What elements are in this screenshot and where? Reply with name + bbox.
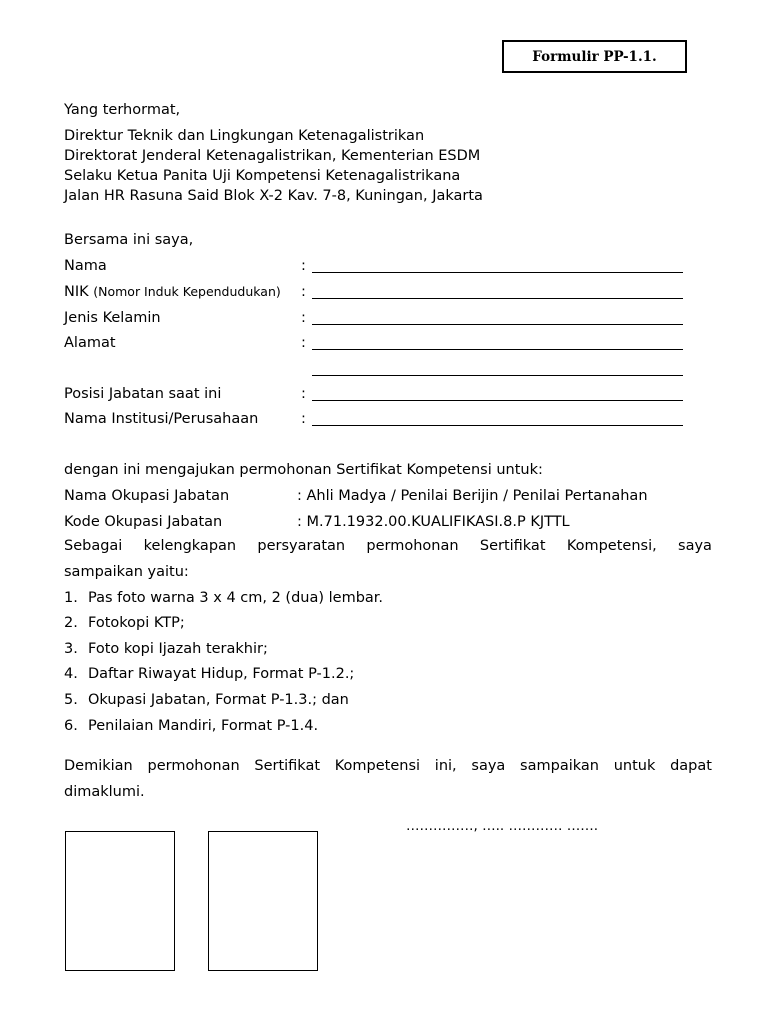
closing-line-2: dimaklumi. [64, 784, 145, 800]
nama-input-line[interactable] [312, 256, 683, 273]
alamat-colon: : [301, 335, 306, 351]
nik-colon: : [301, 284, 306, 300]
requirement-text-2: Fotokopi KTP; [88, 615, 185, 631]
word: Sertifikat [254, 758, 321, 774]
word: persyaratan [257, 538, 346, 554]
requirement-num-5: 5. [64, 692, 78, 708]
nik-note: (Nomor Induk Kependudukan) [93, 284, 281, 299]
nama-label: Nama [64, 258, 107, 274]
recipient-line-3: Selaku Ketua Panita Uji Kompetensi Ketenagalistrikana [64, 168, 461, 184]
requirement-num-1: 1. [64, 590, 78, 606]
requirement-num-2: 2. [64, 615, 78, 631]
posisi-label: Posisi Jabatan saat ini [64, 386, 222, 402]
recipient-line-4: Jalan HR Rasuna Said Blok X-2 Kav. 7-8, Kuningan, Jakarta [64, 188, 483, 204]
word: sampaikan [520, 758, 599, 774]
requirement-text-6: Penilaian Mandiri, Format P-1.4. [88, 718, 319, 734]
nik-input-line[interactable] [312, 282, 683, 299]
posisi-input-line[interactable] [312, 384, 683, 401]
alamat-input-line-2[interactable] [312, 359, 683, 376]
requirement-text-5: Okupasi Jabatan, Format P-1.3.; dan [88, 692, 349, 708]
word: Kompetensi [334, 758, 421, 774]
okupasi-kode-value: : M.71.1932.00.KUALIFIKASI.8.P KJTTL [297, 514, 570, 530]
requirement-text-4: Daftar Riwayat Hidup, Format P-1.2.; [88, 666, 355, 682]
requirement-num-6: 6. [64, 718, 78, 734]
institusi-input-line[interactable] [312, 409, 683, 426]
nik-label [64, 282, 281, 302]
requirement-num-4: 4. [64, 666, 78, 682]
word: Sebagai [64, 538, 123, 554]
intro-text: Bersama ini saya, [64, 232, 194, 248]
requirements-intro-line-2: sampaikan yaitu: [64, 564, 189, 580]
requirement-text-1: Pas foto warna 3 x 4 cm, 2 (dua) lembar. [88, 590, 384, 606]
okupasi-nama-label: Nama Okupasi Jabatan [64, 488, 230, 504]
form-code: Formulir PP-1.1. [532, 48, 657, 65]
nik-label-text: NIK [64, 284, 89, 300]
institusi-colon: : [301, 411, 306, 427]
okupasi-kode-label: Kode Okupasi Jabatan [64, 514, 223, 530]
closing-line-1 [64, 756, 712, 776]
jenis-kelamin-label: Jenis Kelamin [64, 310, 161, 326]
word: saya [471, 758, 506, 774]
word: permohonan [366, 538, 459, 554]
word: Kompetensi, [566, 538, 657, 554]
nama-colon: : [301, 258, 306, 274]
word: untuk [613, 758, 656, 774]
word: Sertifikat [479, 538, 546, 554]
photo-box-2 [208, 831, 318, 971]
requirement-text-3: Foto kopi Ijazah terakhir; [88, 641, 268, 657]
requirement-num-3: 3. [64, 641, 78, 657]
word: dapat [670, 758, 712, 774]
institusi-label: Nama Institusi/Perusahaan [64, 411, 259, 427]
jenis-kelamin-input-line[interactable] [312, 308, 683, 325]
okupasi-nama-value: : Ahli Madya / Penilai Berijin / Penilai Pertanahan [297, 488, 648, 504]
date-place: ……………, ….. ………… ……. [406, 818, 599, 834]
request-line: dengan ini mengajukan permohonan Sertifikat Kompetensi untuk: [64, 462, 543, 478]
word: ini, [434, 758, 457, 774]
form-code-box [502, 40, 687, 73]
word: permohonan [147, 758, 240, 774]
alamat-label: Alamat [64, 335, 116, 351]
posisi-colon: : [301, 386, 306, 402]
word: saya [678, 538, 712, 554]
recipient-line-2: Direktorat Jenderal Ketenagalistrikan, Kementerian ESDM [64, 148, 481, 164]
alamat-input-line-1[interactable] [312, 333, 683, 350]
word: kelengkapan [143, 538, 237, 554]
word: Demikian [64, 758, 133, 774]
jenis-kelamin-colon: : [301, 310, 306, 326]
greeting: Yang terhormat, [64, 102, 181, 118]
recipient-line-1: Direktur Teknik dan Lingkungan Ketenagalistrikan [64, 128, 425, 144]
requirements-intro-line-1 [64, 536, 712, 556]
photo-box-1 [65, 831, 175, 971]
